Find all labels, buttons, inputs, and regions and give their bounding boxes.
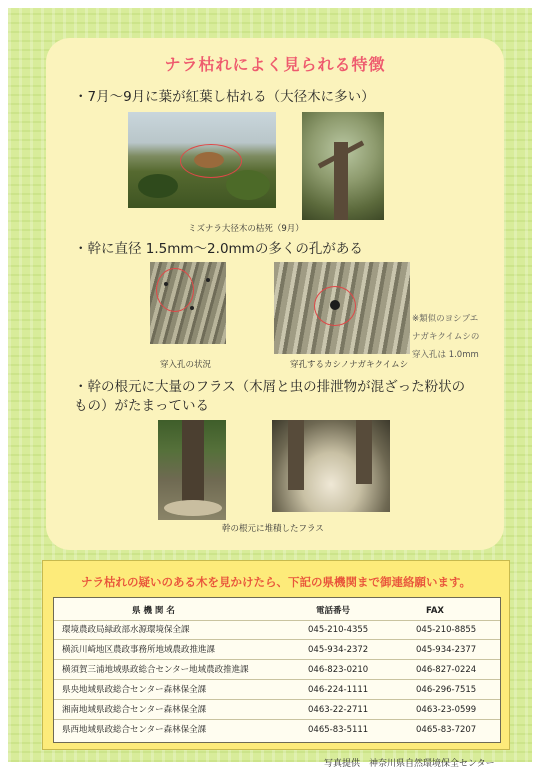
org-name: 環境農政局緑政部水源環境保全課: [62, 625, 190, 635]
contact-heading: ナラ枯れの疑いのある木を見かけたら、下記の県機関まで御連絡願います。: [80, 575, 472, 589]
table-row: [54, 681, 500, 700]
poster-background: [8, 8, 532, 769]
features-panel: [46, 38, 504, 550]
photo-trunk-base: [158, 420, 226, 520]
table-row: [54, 701, 500, 720]
phone-number: 0465-83-5111: [308, 725, 369, 735]
similar-species-note: [412, 310, 479, 364]
bullet-bore-holes: ・幹に直径 1.5mm～2.0mmの多くの孔がある: [74, 241, 363, 257]
fax-number: 046-296-7515: [416, 685, 477, 695]
phone-number: 046-224-1111: [308, 685, 369, 695]
table-row: [54, 641, 500, 660]
fax-number: 0463-23-0599: [416, 705, 477, 715]
phone-number: 046-823-0210: [308, 665, 369, 675]
highlight-circle: [314, 286, 356, 326]
phone-number: 045-934-2372: [308, 645, 369, 655]
table-row: [54, 721, 500, 739]
highlight-circle: [180, 144, 242, 178]
fax-number: 045-934-2377: [416, 645, 477, 655]
caption-entry-hole: 穿入孔の状況: [160, 360, 212, 370]
note-line: ※類似のヨシブエ: [412, 314, 479, 324]
column-header-organization: 県 機 関 名: [132, 606, 175, 616]
bullet-frass: ・幹の根元に大量のフラス（木屑と虫の排泄物が混ざった粉状のもの）がたまっている: [74, 379, 466, 414]
photo-frass-pile: [272, 420, 390, 512]
org-name: 県央地域県政総合センター森林保全課: [62, 685, 207, 695]
column-header-phone: 電話番号: [316, 606, 351, 616]
note-line: ナガキクイムシの: [412, 332, 480, 342]
fax-number: 0465-83-7207: [416, 725, 477, 735]
phone-number: 0463-22-2711: [308, 705, 369, 715]
fax-number: 046-827-0224: [416, 665, 477, 675]
org-name: 県西地域県政総合センター森林保全課: [62, 725, 207, 735]
phone-number: 045-210-4355: [308, 625, 369, 635]
table-header-row: [54, 602, 500, 621]
contact-box: [42, 560, 510, 750]
column-header-fax: FAX: [426, 606, 444, 616]
bullet-leaf-color: ・7月～9月に葉が紅葉し枯れる（大径木に多い）: [74, 89, 375, 105]
fax-number: 045-210-8855: [416, 625, 477, 635]
note-line: 穿入孔は 1.0mm: [412, 350, 479, 360]
org-name: 横浜川崎地区農政事務所地域農政推進課: [62, 645, 216, 655]
contact-table: [53, 597, 501, 743]
org-name: 横須賀三浦地域県政総合センター地域農政推進課: [62, 665, 249, 675]
org-name: 湘南地域県政総合センター森林保全課: [62, 705, 207, 715]
table-row: [54, 621, 500, 640]
panel-title: ナラ枯れによく見られる特徴: [164, 55, 386, 74]
caption-frass: 幹の根元に堆積したフラス: [222, 524, 324, 534]
caption-dead-tree: ミズナラ大径木の枯死（9月）: [188, 224, 304, 234]
photo-tree-canopy: [302, 112, 384, 220]
table-row: [54, 661, 500, 680]
caption-beetle: 穿孔するカシノナガキクイムシ: [290, 360, 409, 370]
highlight-circle: [156, 268, 194, 312]
photo-credit: 写真提供 神奈川県自然環境保全センター: [324, 759, 495, 769]
